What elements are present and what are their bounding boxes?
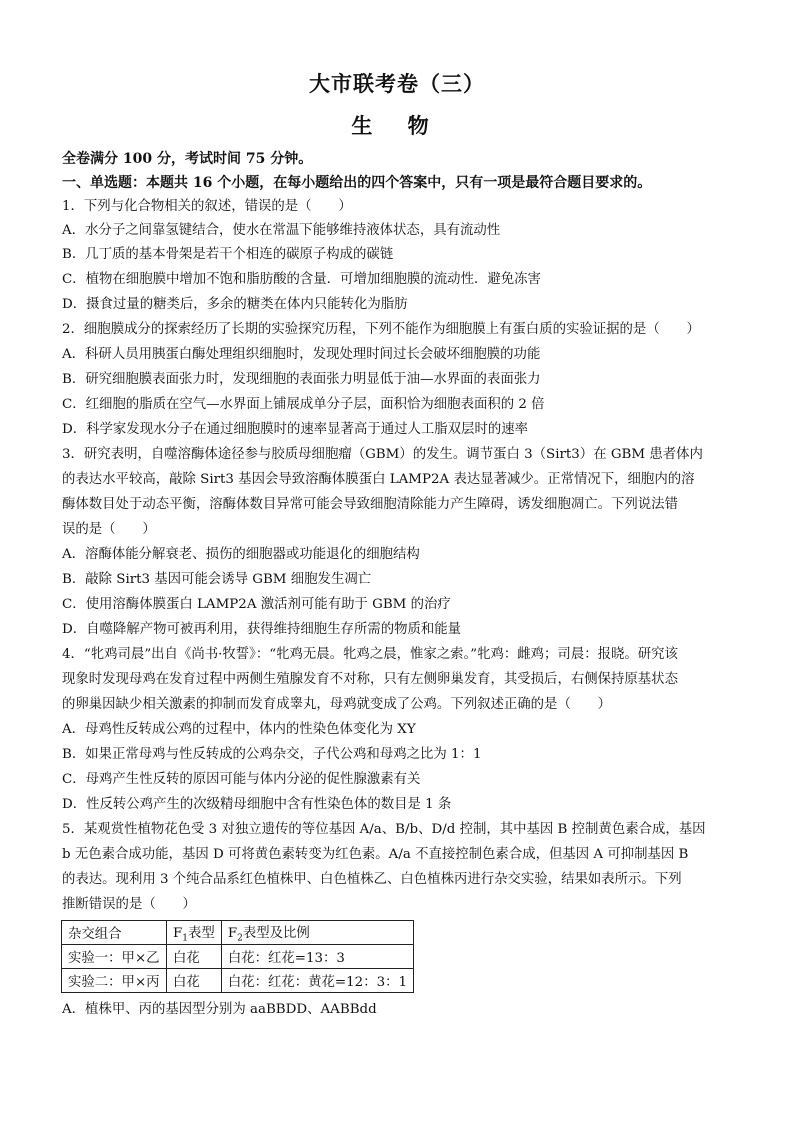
- question-4-option-c: C．母鸡产生性反转的原因可能与体内分泌的促性腺激素有关: [62, 772, 421, 787]
- question-1-option-c: C．植物在细胞膜中增加不饱和脂肪酸的含量．可增加细胞膜的流动性．避免冻害: [62, 272, 541, 287]
- table-cell: 白花: [167, 969, 222, 993]
- question-3-stem-line-3: 酶体数目处于动态平衡，溶酶体数目异常可能会导致细胞清除能力产生障碍，诱发细胞凋亡。下列说法错: [62, 497, 678, 512]
- table-header-cell: $F_2$表型及比例: [221, 921, 413, 945]
- question-4-stem-line-1: 4．“牝鸡司晨”出自《尚书·牧誓》：“牝鸡无晨。牝鸡之晨，惟家之索。”牝鸡：雌鸡；司晨：报晓。研究该: [62, 647, 678, 662]
- section-title: 一、单选题：本题共 16 个小题，在每小题给出的四个答案中，只有一项是最符合题目要求的。: [62, 175, 652, 191]
- question-3-stem-line-1: 3．研究表明，自噬溶酶体途径参与胶质母细胞瘤（GBM）的发生。调节蛋白 3（Sirt3）在 GBM 患者体内: [62, 447, 703, 462]
- question-3-stem-line-2: 的表达水平较高，敲除 Sirt3 基因会导致溶酶体膜蛋白 LAMP2A 表达显著减少。正常情况下，细胞内的溶: [62, 472, 695, 487]
- question-1-option-b: B．几丁质的基本骨架是若干个相连的碳原子构成的碳链: [62, 247, 394, 262]
- page-title: 大市联考卷（三）: [309, 71, 485, 96]
- question-3-option-c: C．使用溶酶体膜蛋白 LAMP2A 激活剂可能有助于 GBM 的治疗: [62, 597, 451, 612]
- question-2-option-a: A．科研人员用胰蛋白酶处理组织细胞时，发现处理时间过长会破坏细胞膜的功能: [62, 347, 541, 362]
- question-4-option-b: B．如果正常母鸡与性反转成的公鸡杂交，子代公鸡和母鸡之比为 1：1: [62, 747, 482, 762]
- question-5-stem-line-3: 的表达。现利用 3 个纯合品系红色植株甲、白色植株乙、白色植株丙进行杂交实验，结果如表所示。下列: [62, 872, 682, 887]
- table-header-cell: $F_1$表型: [167, 921, 222, 945]
- question-1-option-d: D．摄食过量的糖类后，多余的糖类在体内只能转化为脂肪: [62, 297, 408, 312]
- question-2-option-b: B．研究细胞膜表面张力时，发现细胞的表面张力明显低于油—水界面的表面张力: [62, 372, 541, 387]
- question-4-stem-line-3: 的卵巢因缺少相关激素的抑制而发育成睾丸，母鸡就变成了公鸡。下列叙述正确的是（ ）: [62, 697, 612, 712]
- question-2-option-d: D．科学家发现水分子在通过细胞膜时的速率显著高于通过人工脂双层时的速率: [62, 422, 529, 437]
- table-row: [62, 969, 414, 993]
- subject-title: 生 物: [351, 113, 443, 138]
- table-header-row: [62, 921, 414, 945]
- question-2-stem: 2．细胞膜成分的探索经历了长期的实验探究历程，下列不能作为细胞膜上有蛋白质的实验证据的是（ ）: [62, 322, 700, 337]
- score-line: 全卷满分 100 分，考试时间 75 分钟。: [62, 151, 313, 167]
- question-1-stem: 1．下列与化合物相关的叙述，错误的是（ ）: [62, 199, 352, 214]
- table-header-cell: 杂交组合: [62, 921, 167, 945]
- table-cell: 实验二：甲×丙: [62, 969, 167, 993]
- question-5-option-a: A．植株甲、丙的基因型分别为 aaBBDD、AABBdd: [62, 1002, 377, 1017]
- question-3-stem-line-4: 误的是（ ）: [62, 522, 156, 537]
- table-row: [62, 945, 414, 969]
- question-3-option-d: D．自噬降解产物可被再利用，获得维持细胞生存所需的物质和能量: [62, 622, 462, 637]
- question-2-option-c: C．红细胞的脂质在空气—水界面上铺展成单分子层，面积恰为细胞表面积的 2 倍: [62, 397, 545, 412]
- question-5-stem-line-2: b 无色素合成功能，基因 D 可将黄色素转变为红色素。A/a 不直接控制色素合成，但基因 A 可抑制基因 B: [62, 847, 689, 862]
- question-3-option-b: B．敲除 Sirt3 基因可能会诱导 GBM 细胞发生凋亡: [62, 572, 372, 587]
- question-1-option-a: A．水分子之间靠氢键结合，使水在常温下能够维持液体状态，具有流动性: [62, 223, 501, 238]
- table-cell: 白花：红花：黄花=12：3：1: [221, 969, 413, 993]
- table-cell: 白花: [167, 945, 222, 969]
- table-cell: 白花：红花=13：3: [221, 945, 413, 969]
- question-3-option-a: A．溶酶体能分解衰老、损伤的细胞器或功能退化的细胞结构: [62, 547, 420, 562]
- question-4-option-a: A．母鸡性反转成公鸡的过程中，体内的性染色体变化为 XY: [62, 722, 416, 737]
- question-5-stem-line-1: 5．某观赏性植物花色受 3 对独立遗传的等位基因 A/a、B/b、D/d 控制，其中基因 B 控制黄色素合成，基因: [62, 822, 706, 837]
- question-4-option-d: D．性反转公鸡产生的次级精母细胞中含有性染色体的数目是 1 条: [62, 797, 452, 812]
- cross-results-table: [61, 920, 414, 993]
- table-cell: 实验一：甲×乙: [62, 945, 167, 969]
- question-5-stem-line-4: 推断错误的是（ ）: [62, 897, 196, 912]
- question-4-stem-line-2: 现象时发现母鸡在发育过程中两侧生殖腺发育不对称，只有左侧卵巢发育，其受损后，右侧保持原基状态: [62, 672, 678, 687]
